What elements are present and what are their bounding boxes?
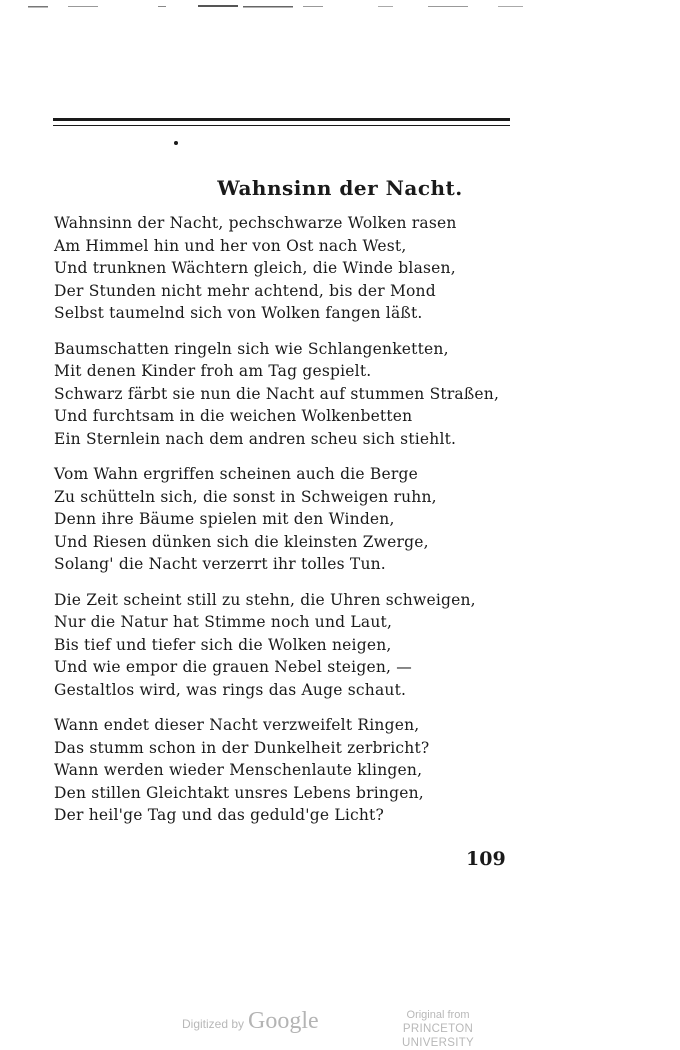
poem-body: [54, 212, 524, 840]
poem-line: Das stumm schon in der Dunkelheit zerbricht?: [54, 738, 430, 757]
poem-line: Solang' die Nacht verzerrt ihr tolles Tun.: [54, 555, 386, 573]
poem-line: Schwarz färbt sie nun die Nacht auf stummen Straßen,: [54, 384, 500, 403]
poem-line: Wann endet dieser Nacht verzweifelt Ringen,: [54, 716, 420, 734]
stanza-3: [54, 463, 524, 576]
source-watermark: [378, 1008, 498, 1050]
poem-line: Der heil'ge Tag und das geduld'ge Licht?: [54, 806, 384, 824]
page-number: 109: [466, 848, 506, 870]
poem-line: Nur die Natur hat Stimme noch und Laut,: [54, 613, 393, 631]
ornament-dot: [174, 141, 178, 145]
poem-line: Bis tief und tiefer sich die Wolken neigen,: [54, 635, 392, 654]
poem-line: Selbst taumelnd sich von Wolken fangen läßt.: [54, 304, 423, 322]
poem-line: Gestaltlos wird, was rings das Auge schaut.: [54, 680, 407, 699]
poem-line: Und furchtsam in die weichen Wolkenbetten: [54, 407, 413, 425]
header-rule-thin: [53, 125, 510, 126]
stanza-5: [54, 714, 524, 827]
poem-line: Mit denen Kinder froh am Tag gespielt.: [54, 362, 372, 380]
digitized-by-label: Digitized by: [182, 1017, 245, 1031]
poem-line: Den stillen Gleichtakt unsres Lebens bringen,: [54, 783, 424, 802]
poem-line: Die Zeit scheint still zu stehn, die Uhren schweigen,: [54, 590, 476, 609]
digitized-by-watermark: [182, 1008, 319, 1038]
poem-line: Wahnsinn der Nacht, pechschwarze Wolken rasen: [54, 214, 457, 232]
stanza-4: [54, 589, 524, 702]
university-label: PRINCETON UNIVERSITY: [401, 1023, 474, 1049]
poem-line: Und trunknen Wächtern gleich, die Winde blasen,: [54, 259, 456, 277]
google-logo: Google: [248, 1008, 319, 1034]
poem-line: Am Himmel hin und her von Ost nach West,: [54, 236, 407, 255]
poem-line: Und Riesen dünken sich die kleinsten Zwerge,: [54, 532, 429, 551]
poem-line: Wann werden wieder Menschenlaute klingen,: [54, 761, 423, 779]
poem-line: Und wie empor die grauen Nebel steigen, —: [54, 658, 412, 676]
poem-line: Denn ihre Bäume spielen mit den Winden,: [54, 510, 395, 528]
original-from-label: Original from: [406, 1009, 470, 1021]
poem-line: Baumschatten ringeln sich wie Schlangenketten,: [54, 339, 449, 358]
poem-title: Wahnsinn der Nacht.: [217, 176, 463, 200]
poem-line: Der Stunden nicht mehr achtend, bis der Mond: [54, 281, 436, 300]
header-rule-thick: [53, 118, 510, 121]
scan-edge-marks: [28, 4, 528, 10]
stanza-2: [54, 338, 524, 451]
poem-line: Zu schütteln sich, die sonst in Schweigen ruhn,: [54, 487, 437, 506]
poem-line: Ein Sternlein nach dem andren scheu sich stiehlt.: [54, 429, 457, 448]
poem-line: Vom Wahn ergriffen scheinen auch die Berge: [54, 465, 418, 483]
stanza-1: [54, 212, 524, 325]
